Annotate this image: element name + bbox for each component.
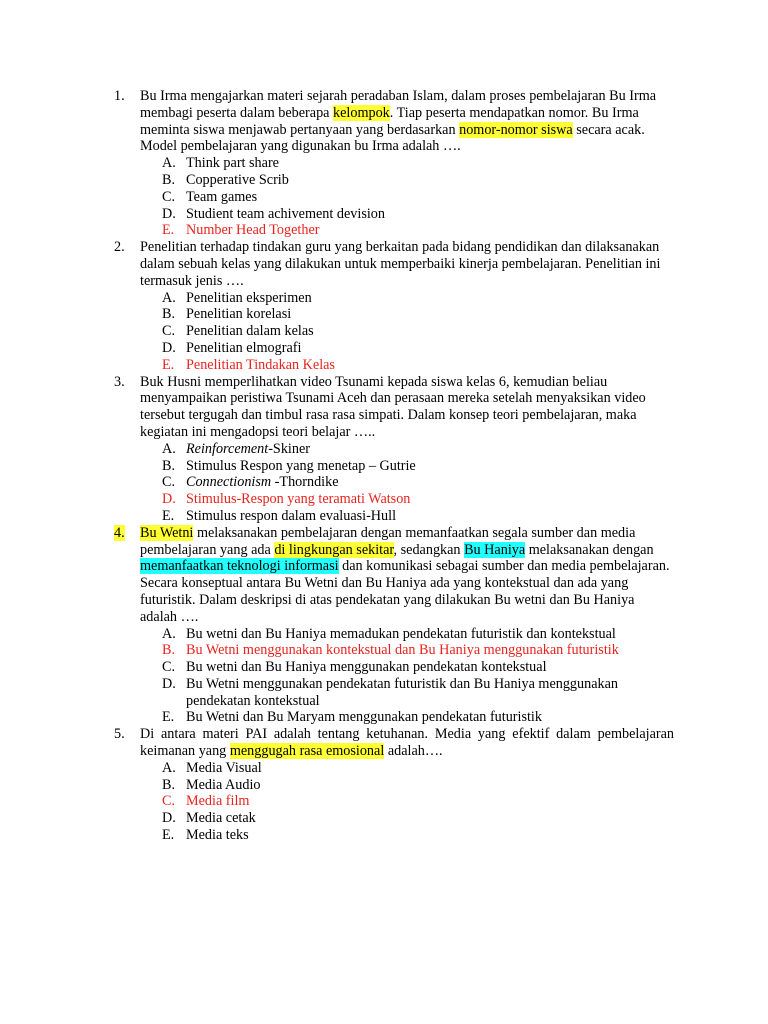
- option-correct-answer: [140, 642, 674, 659]
- option-letter: D.: [162, 810, 176, 827]
- question-text: [140, 726, 674, 760]
- option-correct-answer: [140, 491, 674, 508]
- option-text: Penelitian elmografi: [186, 339, 302, 356]
- option-letter: E.: [162, 356, 175, 373]
- option-letter: C.: [162, 474, 176, 491]
- option-text: Bu Wetni dan Bu Maryam menggunakan pendekatan futuristik: [186, 709, 542, 726]
- text-segment: . Tiap peserta mendapatkan nomor. Bu Irma meminta siswa menjawab pertanyaan yang berdasarkan: [140, 104, 639, 138]
- option-item: [140, 508, 674, 525]
- highlighted-phrase: Bu Wetni: [140, 524, 194, 541]
- option-item: [140, 155, 674, 172]
- option-text: Bu wetni dan Bu Haniya memadukan pendekatan futuristik dan kontekstual: [186, 625, 616, 642]
- answer-options: [140, 441, 674, 525]
- question-number: [114, 726, 138, 743]
- option-text: Media cetak: [186, 810, 256, 827]
- option-item: [140, 676, 674, 710]
- option-letter: E.: [162, 507, 175, 524]
- question-number-label: 3.: [114, 373, 125, 390]
- answer-options: [140, 155, 674, 239]
- text-segment: Di antara materi PAI adalah tentang ketuhanan. Media yang efektif dalam pembelajaran keimanan yang: [140, 726, 674, 760]
- document-page: [0, 88, 768, 844]
- option-item: [140, 659, 674, 676]
- option-text: Penelitian dalam kelas: [186, 323, 314, 340]
- question-3: [0, 374, 674, 525]
- text-segment: secara acak. Model pembelajaran yang digunakan bu Irma adalah ….: [140, 121, 645, 155]
- highlighted-phrase: memanfaatkan teknologi informasi: [140, 558, 339, 575]
- option-item: [140, 206, 674, 223]
- option-item: [140, 760, 674, 777]
- question-text: [140, 374, 674, 441]
- option-item: [140, 810, 674, 827]
- option-text: Think part share: [186, 155, 279, 172]
- option-letter: A.: [162, 440, 176, 457]
- option-letter: C.: [162, 188, 176, 205]
- option-letter: D.: [162, 675, 176, 692]
- option-text: Copperative Scrib: [186, 171, 289, 188]
- question-number-label: 2.: [114, 239, 125, 256]
- question-4: [0, 525, 674, 727]
- option-text: Reinforcement: [186, 440, 269, 457]
- question-text: [140, 88, 674, 155]
- option-letter: E.: [162, 709, 175, 726]
- highlighted-phrase: nomor-nomor siswa: [459, 121, 573, 138]
- text-segment: , sedangkan: [393, 541, 465, 558]
- option-item: [140, 172, 674, 189]
- option-letter: C.: [162, 323, 176, 340]
- option-letter: A.: [162, 289, 176, 306]
- text-segment: melaksanakan pembelajaran dengan memanfaatkan segala sumber dan media pembelajaran yang ada: [140, 524, 636, 558]
- text-segment: dan komunikasi sebagai sumber dan media pembelajaran. Secara konseptual antara Bu Wetni dan Bu Haniya ada yang kontekstual dan ada yang futuristik. Dalam deskripsi di atas pendekatan yang dilakukan Bu wetni dan Bu Haniya adalah ….: [140, 558, 670, 625]
- option-correct-answer: [140, 793, 674, 810]
- text-segment: Penelitian terhadap tindakan guru yang berkaitan pada bidang pendidikan dan dilaksanakan dalam sebuah kelas yang dilakukan untuk memperbaiki kinerja pembelajaran. Penelitian ini termasuk jenis ….: [140, 239, 661, 289]
- question-number: [114, 374, 138, 391]
- option-item: [140, 626, 674, 643]
- answer-options: [140, 290, 674, 374]
- option-text: Stimulus Respon yang menetap – Gutrie: [186, 457, 416, 474]
- option-text: Number Head Together: [186, 222, 320, 239]
- question-number: [114, 88, 138, 105]
- text-segment: Buk Husni memperlihatkan video Tsunami kepada siswa kelas 6, kemudian beliau menyampaikan peristiwa Tsunami Aceh dan perasaan mereka setelah menyaksikan video tersebut tergugah dan timbul rasa rasa simpati. Dalam konsep teori pembelajaran, maka kegiatan ini mengadopsi teori belajar …..: [140, 373, 646, 440]
- option-text: Penelitian Tindakan Kelas: [186, 356, 335, 373]
- option-letter: B.: [162, 642, 176, 659]
- option-text: Media Visual: [186, 759, 262, 776]
- option-correct-answer: [140, 222, 674, 239]
- option-text: Team games: [186, 188, 258, 205]
- option-item: [140, 777, 674, 794]
- question-1: [0, 88, 674, 239]
- option-item: [140, 827, 674, 844]
- option-text: -Skiner: [268, 440, 310, 457]
- highlighted-phrase: kelompok: [333, 104, 390, 121]
- option-item: [140, 323, 674, 340]
- option-text: Bu wetni dan Bu Haniya menggunakan pendekatan kontekstual: [186, 659, 547, 676]
- option-item: [140, 340, 674, 357]
- option-text: Penelitian korelasi: [186, 306, 292, 323]
- option-text: Connectionism: [186, 474, 272, 491]
- option-letter: B.: [162, 171, 176, 188]
- option-letter: D.: [162, 205, 176, 222]
- option-letter: E.: [162, 827, 175, 844]
- highlighted-phrase: di lingkungan sekitar: [274, 541, 394, 558]
- option-text: Bu Wetni menggunakan pendekatan futuristik dan Bu Haniya menggunakan pendekatan kontekstual: [186, 675, 618, 709]
- question-number-label: 1.: [114, 88, 125, 104]
- option-text: Stimulus-Respon yang teramati Watson: [186, 491, 411, 508]
- text-segment: adalah….: [384, 743, 443, 760]
- option-item: [140, 474, 674, 491]
- option-item: [140, 189, 674, 206]
- option-item: [140, 290, 674, 307]
- option-item: [140, 441, 674, 458]
- answer-options: [140, 760, 674, 844]
- option-text: Media teks: [186, 827, 249, 844]
- text-segment: melaksanakan dengan: [525, 541, 654, 558]
- question-text: [140, 239, 674, 289]
- option-text: Media film: [186, 793, 250, 810]
- option-item: [140, 458, 674, 475]
- option-letter: C.: [162, 793, 176, 810]
- question-text: [140, 525, 674, 626]
- option-letter: B.: [162, 776, 176, 793]
- answer-options: [140, 626, 674, 727]
- option-letter: B.: [162, 306, 176, 323]
- option-text: Penelitian eksperimen: [186, 289, 312, 306]
- question-2: [0, 239, 674, 373]
- option-item: [140, 306, 674, 323]
- highlighted-phrase: Bu Haniya: [464, 541, 526, 558]
- option-letter: A.: [162, 155, 176, 172]
- question-5: [0, 726, 674, 844]
- question-number: [114, 239, 138, 256]
- option-letter: B.: [162, 457, 176, 474]
- option-letter: E.: [162, 222, 175, 239]
- option-letter: A.: [162, 759, 176, 776]
- question-number-label: 5.: [114, 726, 125, 743]
- option-letter: D.: [162, 491, 176, 508]
- option-letter: D.: [162, 339, 176, 356]
- option-correct-answer: [140, 357, 674, 374]
- option-letter: C.: [162, 659, 176, 676]
- text-segment: Bu Irma mengajarkan materi sejarah peradaban Islam, dalam proses pembelajaran Bu Irma membagi peserta dalam beberapa: [140, 88, 657, 121]
- option-text: Media Audio: [186, 776, 261, 793]
- question-number-label: 4.: [114, 524, 125, 541]
- highlighted-phrase: menggugah rasa emosional: [229, 743, 385, 760]
- option-text: -Thorndike: [271, 474, 339, 491]
- option-text: Bu Wetni menggunakan kontekstual dan Bu Haniya menggunakan futuristik: [186, 642, 619, 659]
- option-text: Stimulus respon dalam evaluasi-Hull: [186, 507, 397, 524]
- option-text: Studient team achivement devision: [186, 205, 385, 222]
- option-letter: A.: [162, 625, 176, 642]
- question-number: [114, 525, 138, 542]
- option-item: [140, 709, 674, 726]
